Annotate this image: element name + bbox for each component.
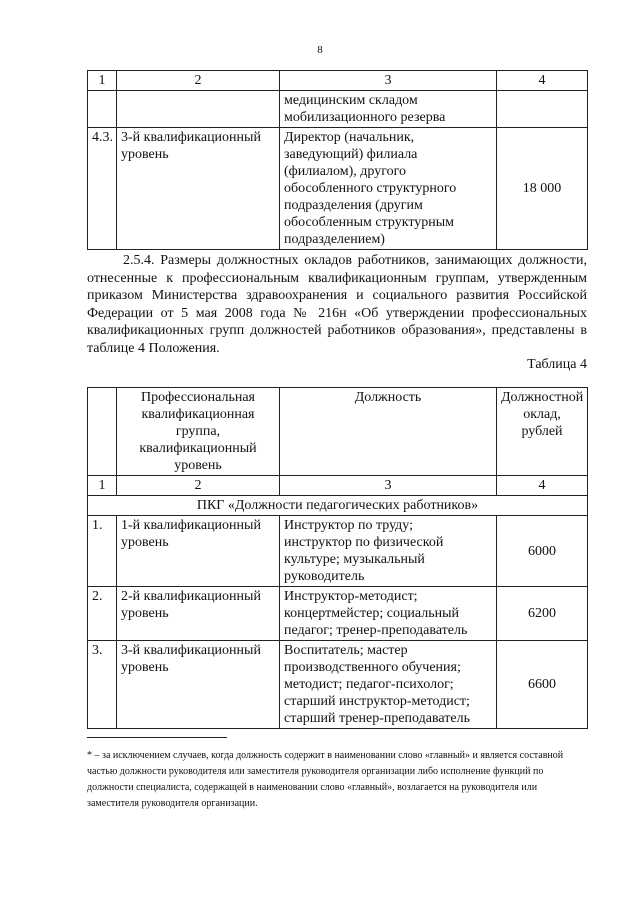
level-cell: 2-й квалификационный уровень bbox=[117, 587, 280, 641]
col-number-1: 1 bbox=[88, 71, 117, 91]
position-line: методист; педагог-психолог; bbox=[284, 677, 454, 692]
header-group: Профессиональная квалификационная группа, квалификационный уровень bbox=[117, 388, 280, 476]
page-number: 8 bbox=[317, 44, 323, 56]
position-line: Инструктор-методист; bbox=[284, 589, 418, 604]
header-salary: Должностной оклад, рублей bbox=[497, 388, 588, 476]
group-title: ПКГ «Должности педагогических работников» bbox=[88, 496, 588, 516]
column-number-row bbox=[88, 476, 588, 496]
body-paragraph: 2.5.4. Размеры должностных окладов работников, занимающих должности, отнесенные к профессиональным квалификационным группам, утвержденным приказом Министерства здравоохранения и социального развития Российской Федерации от 5 мая 2008 года № 216н «Об утверждении профессиональных квалификационных групп должностей работников образования», представлены в таблице 4 Положения. bbox=[87, 253, 587, 356]
position-line: Инструктор по труду; bbox=[284, 518, 414, 533]
position-line: концертмейстер; социальный педагог; тренер-преподаватель bbox=[284, 606, 468, 638]
table-continuation bbox=[87, 70, 588, 250]
position-cell: медицинским складом мобилизационного резерва bbox=[280, 91, 497, 128]
table-4 bbox=[87, 387, 588, 729]
group-title-row bbox=[88, 496, 588, 516]
table-row bbox=[88, 587, 588, 641]
position-line: инструктор по физической культуре; музыкальный руководитель bbox=[284, 535, 444, 584]
col-number-4: 4 bbox=[497, 476, 588, 496]
table-row bbox=[88, 516, 588, 587]
table-caption: Таблица 4 bbox=[527, 357, 587, 372]
position-cell bbox=[280, 641, 497, 729]
footnote: * – за исключением случаев, когда должность содержит в наименовании слово «главный» и является составной частью должности руководителя или заместителя руководителя организации либо исполнение функций по должности специалиста, содержащей в наименовании слово «главный», возлагается на руководителя или заместителя руководителя организации. bbox=[87, 750, 564, 809]
position-cell bbox=[280, 516, 497, 587]
level-cell: 3-й квалификационный уровень bbox=[117, 128, 280, 250]
row-number: 4.3. bbox=[88, 128, 117, 250]
salary-cell: 6600 bbox=[497, 641, 588, 729]
header-position: Должность bbox=[280, 388, 497, 476]
level-cell: 1-й квалификационный уровень bbox=[117, 516, 280, 587]
salary-cell: 6200 bbox=[497, 587, 588, 641]
col-number-3: 3 bbox=[280, 476, 497, 496]
position-line: Воспитатель; мастер производственного обучения; bbox=[284, 643, 461, 675]
salary-cell: 18 000 bbox=[497, 128, 588, 250]
col-number-4: 4 bbox=[497, 71, 588, 91]
row-number: 2. bbox=[88, 587, 117, 641]
position-cell: Директор (начальник, заведующий) филиала (филиалом), другого обособленного структурного подразделения (другим обособленным структурным подразделением) bbox=[280, 128, 497, 250]
col-number-2: 2 bbox=[117, 71, 280, 91]
position-line: старший тренер-преподаватель bbox=[284, 711, 470, 726]
row-number: 3. bbox=[88, 641, 117, 729]
col-number-2: 2 bbox=[117, 476, 280, 496]
table-row bbox=[88, 641, 588, 729]
salary-cell: 6000 bbox=[497, 516, 588, 587]
level-cell: 3-й квалификационный уровень bbox=[117, 641, 280, 729]
position-line: старший инструктор-методист; bbox=[284, 694, 470, 709]
table-row bbox=[88, 128, 588, 250]
table-row bbox=[88, 91, 588, 128]
position-cell bbox=[280, 587, 497, 641]
col-number-3: 3 bbox=[280, 71, 497, 91]
table-header-row bbox=[88, 71, 588, 91]
footnote-divider bbox=[87, 737, 227, 738]
table-header-row bbox=[88, 388, 588, 476]
col-number-1: 1 bbox=[88, 476, 117, 496]
row-number: 1. bbox=[88, 516, 117, 587]
